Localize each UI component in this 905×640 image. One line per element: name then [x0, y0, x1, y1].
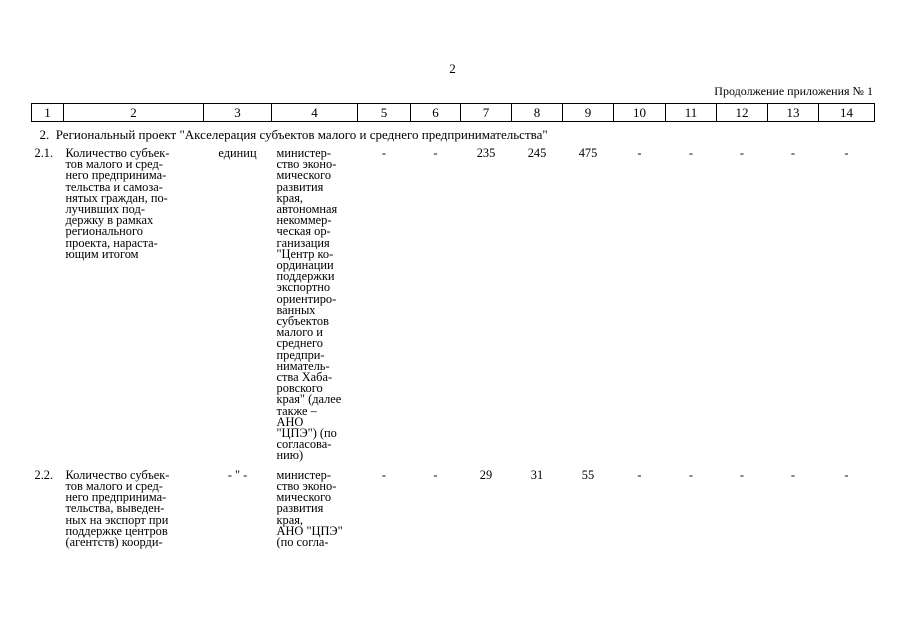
value-col-13: - [790, 146, 796, 160]
col-header-14: 14 [819, 104, 875, 122]
indicator-name [64, 146, 204, 462]
responsible-line: развития [276, 501, 324, 516]
responsible-line: согласова- [276, 437, 332, 452]
value-col-9: 475 [578, 146, 598, 160]
indicator-name-line: Количество субъек- [65, 146, 170, 160]
responsible-line: также – [276, 403, 317, 418]
responsible-line: малого и [276, 325, 323, 340]
row-number: 2.2. [34, 467, 54, 482]
responsible-line: края, [276, 512, 304, 527]
indicator-name-line: него предпринима- [65, 490, 167, 505]
indicator-name-line: тельства и самоза- [65, 179, 163, 194]
indicator-name-line: тов малого и сред- [65, 478, 163, 493]
col-header-10: 10 [614, 104, 666, 122]
indicator-name-line: тельства, выведен- [65, 501, 165, 516]
value-col-7: 235 [476, 146, 496, 160]
col-header-11: 11 [666, 104, 717, 122]
col-header-13: 13 [768, 104, 819, 122]
responsible-line: ориентиро- [276, 291, 337, 306]
section-title [32, 122, 875, 147]
column-number-row [32, 104, 875, 122]
responsible-executor [272, 462, 358, 548]
responsible-line: ниматель- [276, 358, 330, 373]
col-header-1: 1 [32, 104, 64, 122]
indicator-name-line: ных на экспорт при [65, 512, 169, 527]
col-header-8: 8 [512, 104, 563, 122]
responsible-line: края, [276, 190, 304, 205]
section-title-text: Региональный проект "Акселерация субъектов малого и среднего предпринимательства" [55, 127, 548, 142]
table-row [32, 462, 875, 548]
value-col-9: 55 [581, 467, 595, 482]
responsible-line: АНО "ЦПЭ" [276, 523, 343, 538]
responsible-line: края" (далее [276, 392, 342, 407]
table-row [32, 146, 875, 462]
responsible-line: ганизация [276, 235, 330, 250]
value-col-5: - [381, 146, 387, 160]
indicator-name-line: поддержке центров [65, 523, 168, 538]
responsible-line: ство эконо- [276, 478, 337, 493]
col-header-5: 5 [358, 104, 411, 122]
indicator-name-line: проекта, нараста- [65, 235, 158, 250]
responsible-line: мического [276, 490, 332, 505]
responsible-line: министер- [276, 146, 331, 160]
responsible-line: "Центр ко- [276, 246, 334, 261]
col-header-12: 12 [717, 104, 768, 122]
col-header-2: 2 [64, 104, 204, 122]
indicator-name-line: тов малого и сред- [65, 157, 163, 172]
value-col-10: - [637, 146, 642, 160]
appendix-continuation: Продолжение приложения № 1 [714, 84, 873, 98]
responsible-line: автономная [276, 202, 338, 217]
indicator-name-line: регионального [65, 224, 143, 239]
section-number: 2. [39, 127, 50, 142]
col-header-7: 7 [461, 104, 512, 122]
value-col-8: 31 [530, 467, 544, 482]
page-number: 2 [449, 61, 456, 76]
value-col-12: - [739, 146, 745, 160]
indicators-table [31, 103, 875, 548]
unit: - " - [227, 467, 248, 482]
responsible-line: (по согла- [276, 534, 329, 549]
value-col-12: - [739, 467, 745, 482]
value-col-11: - [688, 467, 694, 482]
indicator-name-line: лучивших под- [65, 202, 145, 217]
responsible-executor [272, 146, 358, 462]
responsible-line: ровского [276, 381, 323, 396]
responsible-line: ванных [276, 302, 316, 317]
value-col-7: 29 [479, 467, 493, 482]
responsible-line: ческая ор- [276, 224, 331, 239]
responsible-line: ство эконо- [276, 157, 337, 172]
value-col-14: - [844, 467, 849, 482]
responsible-line: поддержки [276, 269, 335, 284]
value-col-13: - [790, 467, 796, 482]
indicator-name-line: нятых граждан, по- [65, 190, 168, 205]
value-col-6: - [433, 467, 438, 482]
col-header-3: 3 [204, 104, 272, 122]
col-header-9: 9 [563, 104, 614, 122]
responsible-line: министер- [276, 467, 331, 482]
responsible-line: предпри- [276, 347, 325, 362]
indicator-name [64, 462, 204, 548]
value-col-14: - [844, 146, 849, 160]
responsible-line: некоммер- [276, 213, 332, 228]
responsible-line: ординации [276, 258, 334, 273]
indicator-name-line: (агентств) коорди- [65, 534, 163, 549]
value-col-6: - [433, 146, 438, 160]
row-number: 2.1. [34, 146, 54, 160]
unit: единиц [218, 146, 257, 160]
responsible-line: "ЦПЭ") (по [276, 426, 337, 441]
responsible-line: ства Хаба- [276, 370, 333, 385]
responsible-line: экспортно [276, 280, 331, 295]
col-header-4: 4 [272, 104, 358, 122]
col-header-6: 6 [411, 104, 461, 122]
responsible-line: нию) [276, 448, 304, 463]
responsible-line: мического [276, 168, 332, 183]
value-col-5: - [381, 467, 387, 482]
value-col-10: - [637, 467, 642, 482]
value-col-11: - [688, 146, 694, 160]
section-row [32, 122, 875, 147]
indicator-name-line: него предпринима- [65, 168, 167, 183]
indicator-name-line: держку в рамках [65, 213, 154, 228]
responsible-line: среднего [276, 336, 323, 351]
indicator-name-line: Количество субъек- [65, 467, 170, 482]
responsible-line: развития [276, 179, 324, 194]
value-col-8: 245 [527, 146, 547, 160]
responsible-line: субъектов [276, 314, 329, 329]
indicator-name-line: ющим итогом [65, 246, 139, 261]
responsible-line: АНО [276, 414, 304, 429]
